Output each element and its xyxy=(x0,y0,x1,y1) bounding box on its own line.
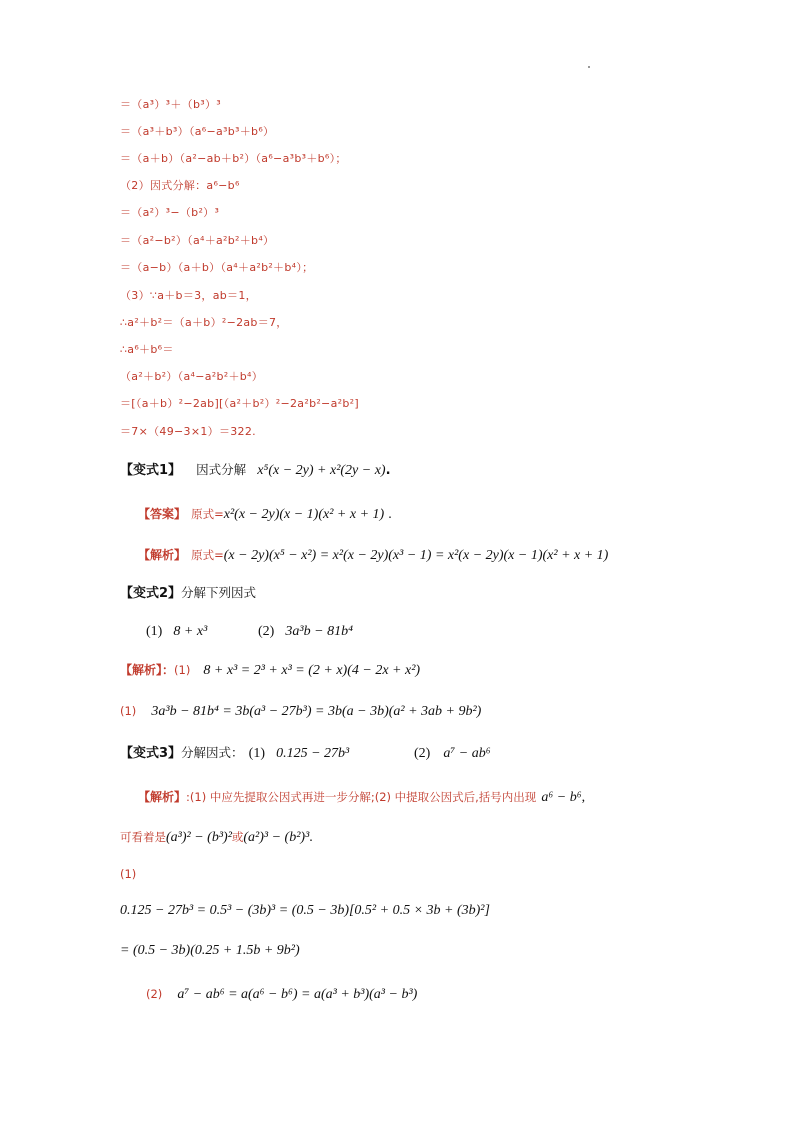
variant2-tag: 【变式2】 xyxy=(120,586,182,601)
variant1-end: . xyxy=(385,463,391,478)
item-expression: 0.125 − 27b³ xyxy=(276,746,350,761)
variant3-analysis-line-2 xyxy=(120,828,313,845)
solution-line: （a²＋b²）（a⁴−a²b²＋b⁴） xyxy=(120,370,264,383)
variant2-analysis-2 xyxy=(120,702,481,719)
analysis-or: 或 xyxy=(231,830,244,844)
solution-line: ∴a²＋b²＝（a＋b）²−2ab＝7， xyxy=(120,316,288,329)
analysis-tag: 【解析】 xyxy=(120,663,163,677)
solution-line: ＝（a²−b²）（a⁴＋a²b²＋b⁴） xyxy=(120,234,275,247)
item-expression: 8 + x³ xyxy=(173,624,208,639)
analysis-text: :(1) 中应先提取公因式再进一步分解;(2) 中提取公因式后,括号内出现 xyxy=(186,790,537,804)
solution-line: ＝7×（49−3×1）＝322. xyxy=(120,425,256,438)
analysis-expression: (a²)³ − (b²)³ xyxy=(243,830,310,845)
solution-line: ＝（a³）³＋（b³）³ xyxy=(120,98,221,111)
solution-line: （2）因式分解：a⁶−b⁶ xyxy=(120,179,240,192)
variant3-question xyxy=(120,744,349,761)
item-number: (1) xyxy=(120,704,137,718)
solution-line: （3）∵a＋b＝3，ab＝1， xyxy=(120,289,257,302)
variant1-tag: 【变式1】 xyxy=(120,463,182,478)
solution-expression: 0.125 − 27b³ = 0.5³ − (3b)³ = (0.5 − 3b)[0.5² + 0.5 × 3b + (3b)²] xyxy=(120,903,490,918)
solution-line: ＝（a³＋b³）（a⁶−a³b³＋b⁶） xyxy=(120,125,275,138)
page-speck xyxy=(588,66,590,68)
variant3-solution-1-line-2 xyxy=(120,941,300,958)
variant3-tag: 【变式3】 xyxy=(120,746,182,761)
variant3-item-2 xyxy=(414,744,491,761)
variant1-analysis xyxy=(138,546,608,563)
item-expression: 3a³b − 81b⁴ xyxy=(285,624,353,639)
variant3-analysis-line-1 xyxy=(138,788,585,805)
item-number: (1) xyxy=(120,867,137,881)
item-number: (1) xyxy=(174,663,191,677)
item-expression: a⁷ − ab⁶ xyxy=(443,746,491,761)
analysis-expression: (x − 2y)(x⁵ − x²) = x²(x − 2y)(x³ − 1) = x²(x − 2y)(x − 1)(x² + x + 1) xyxy=(223,548,609,563)
analysis-expression: a⁶ − b⁶ xyxy=(541,790,582,805)
analysis-tag: 【解析】 xyxy=(138,790,187,804)
analysis-expression: 3a³b − 81b⁴ = 3b(a³ − 27b³) = 3b(a − 3b)(a² + 3ab + 9b²) xyxy=(151,704,482,719)
solution-line: ＝（a＋b）（a²−ab＋b²）（a⁶−a³b³＋b⁶）； xyxy=(120,152,347,165)
solution-expression: = (0.5 − 3b)(0.25 + 1.5b + 9b²) xyxy=(120,943,300,958)
answer-end: . xyxy=(388,507,392,522)
analysis-text: 可看着是 xyxy=(120,830,166,844)
variant3-solution-1-line-1 xyxy=(120,901,490,918)
variant2-prompt: 分解下列因式 xyxy=(181,585,257,600)
analysis-tag: 【解析】 xyxy=(138,548,187,562)
variant1-question xyxy=(120,461,391,478)
analysis-label: 原式= xyxy=(191,548,224,562)
item-number: (1) xyxy=(248,746,265,761)
solution-line: ＝[（a＋b）²−2ab][（a²＋b²）²−2a²b²−a²b²] xyxy=(120,397,359,410)
variant1-expression: x⁵(x − 2y) + x²(2y − x) xyxy=(257,463,386,478)
item-number: (1) xyxy=(146,624,163,639)
analysis-expression: (a³)² − (b³)² xyxy=(166,830,232,845)
variant2-analysis-1 xyxy=(120,661,420,678)
solution-line: ∴a⁶＋b⁶＝ xyxy=(120,343,174,356)
item-number: (2) xyxy=(414,746,431,761)
solution-line: ＝（a−b）（a＋b）（a⁴＋a²b²＋b⁴）； xyxy=(120,261,314,274)
variant2-item-1 xyxy=(146,622,207,639)
analysis-colon: ： xyxy=(162,663,175,677)
answer-label: 原式= xyxy=(191,507,224,521)
analysis-end: , xyxy=(581,790,586,805)
solution-line: ＝（a²）³−（b²）³ xyxy=(120,206,220,219)
variant3-solution-2 xyxy=(146,985,417,1002)
analysis-expression: 8 + x³ = 2³ + x³ = (2 + x)(4 − 2x + x²) xyxy=(203,663,421,678)
analysis-end: . xyxy=(309,830,313,845)
variant1-prompt: 因式分解 xyxy=(196,462,247,477)
answer-tag: 【答案】 xyxy=(138,507,187,521)
variant2-item-2 xyxy=(258,622,353,639)
variant1-answer xyxy=(138,505,392,522)
variant3-prompt: 分解因式： xyxy=(181,745,244,760)
solution-expression: a⁷ − ab⁶ = a(a⁶ − b⁶) = a(a³ + b³)(a³ − b³) xyxy=(177,987,418,1002)
variant2-question xyxy=(120,584,256,600)
item-number: (2) xyxy=(258,624,275,639)
answer-expression: x²(x − 2y)(x − 1)(x² + x + 1) xyxy=(223,507,385,522)
item-number: (2) xyxy=(146,987,163,1001)
variant3-solution-1-number xyxy=(120,865,136,881)
